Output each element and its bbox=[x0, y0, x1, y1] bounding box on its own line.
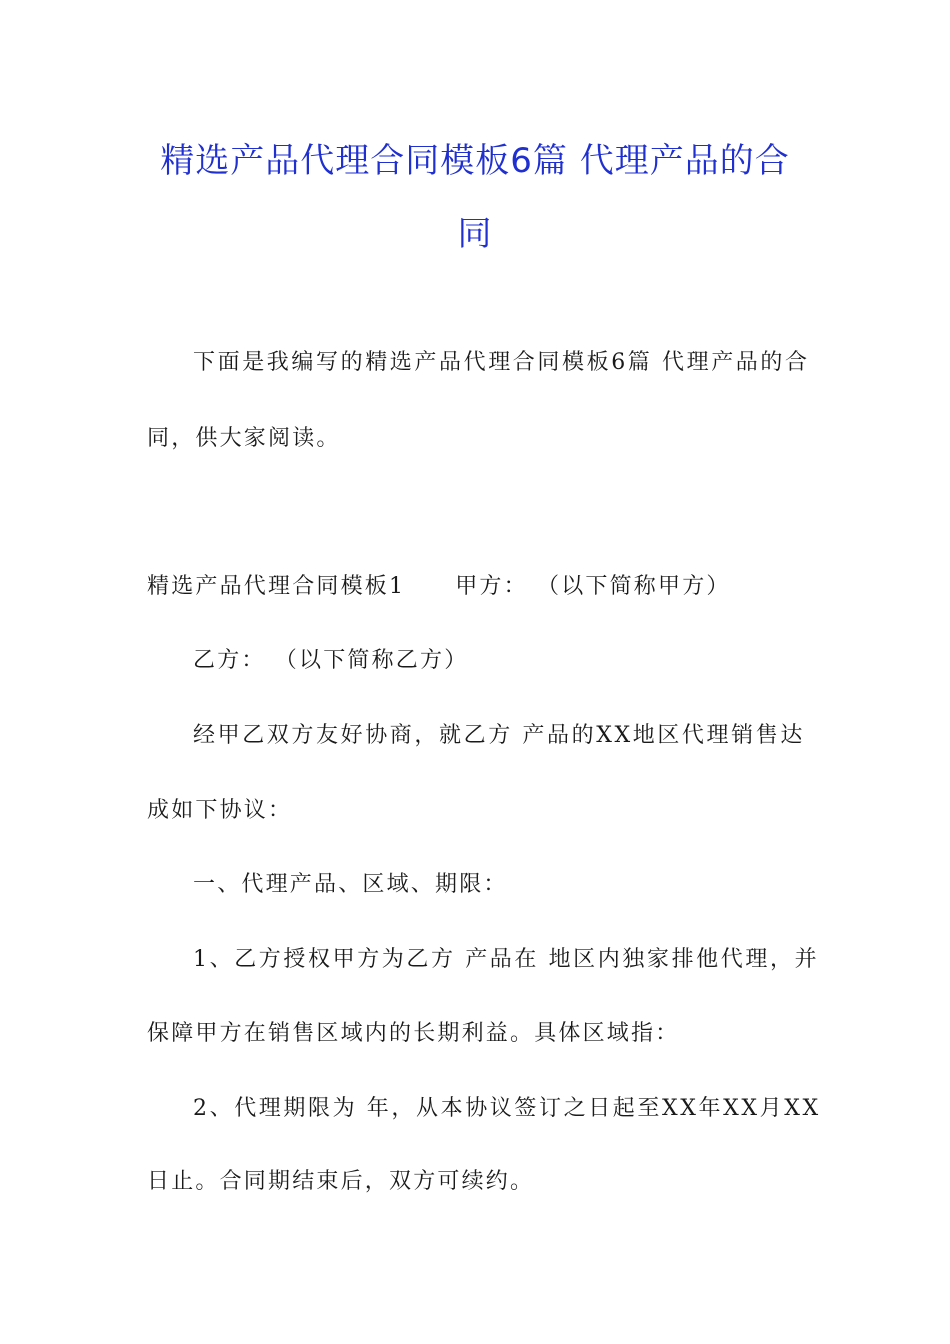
item-1-line-1: 1、乙方授权甲方为乙方 产品在 地区内独家排他代理，并 bbox=[193, 947, 820, 972]
paragraph-1-line-2: 成如下协议： bbox=[147, 798, 293, 823]
intro-line-2: 同，供大家阅读。 bbox=[147, 426, 341, 451]
item-2-line-2: 日止。合同期结束后，双方可续约。 bbox=[147, 1169, 535, 1194]
party-b-line: 乙方： （以下简称乙方） bbox=[193, 648, 469, 673]
template-heading: 精选产品代理合同模板1 bbox=[147, 574, 406, 599]
item-1-line-2: 保障甲方在销售区域内的长期利益。具体区域指： bbox=[147, 1021, 680, 1046]
section-1-heading: 一、代理产品、区域、期限： bbox=[193, 872, 508, 897]
document-title-line-1: 精选产品代理合同模板6篇 代理产品的合 bbox=[160, 141, 790, 181]
template-heading-row bbox=[147, 569, 731, 600]
party-a-line: 甲方： （以下简称甲方） bbox=[455, 574, 731, 599]
intro-line-1: 下面是我编写的精选产品代理合同模板6篇 代理产品的合 bbox=[193, 350, 810, 375]
item-2-line-1: 2、代理期限为 年，从本协议签订之日起至XX年XX月XX bbox=[193, 1096, 821, 1121]
paragraph-1-line-1: 经甲乙双方友好协商，就乙方 产品的XX地区代理销售达 bbox=[193, 723, 805, 748]
document-title-line-2: 同 bbox=[457, 214, 493, 254]
